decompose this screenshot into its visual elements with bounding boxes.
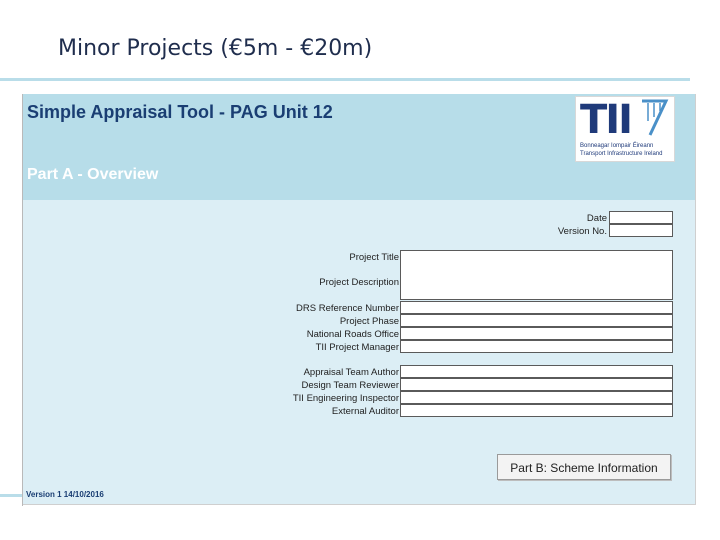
tii-project-manager-label: TII Project Manager	[315, 342, 399, 353]
external-auditor-field[interactable]	[400, 404, 673, 417]
title-divider	[0, 78, 690, 81]
version-no-label: Version No.	[557, 226, 607, 237]
appraisal-sheet	[23, 94, 696, 505]
date-label: Date	[586, 213, 607, 224]
national-roads-office-field[interactable]	[400, 327, 673, 340]
drs-reference-field[interactable]	[400, 301, 673, 314]
date-field[interactable]	[609, 211, 673, 224]
harp-icon	[636, 99, 670, 137]
drs-reference-label: DRS Reference Number	[296, 303, 399, 314]
version-no-field[interactable]	[609, 224, 673, 237]
external-auditor-label: External Auditor	[331, 406, 399, 417]
slide-title: Minor Projects (€5m - €20m)	[58, 36, 373, 61]
appraisal-team-author-label: Appraisal Team Author	[303, 367, 399, 378]
tii-project-manager-field[interactable]	[400, 340, 673, 353]
part-heading: Part A - Overview	[27, 166, 159, 183]
project-description-field[interactable]	[400, 275, 673, 300]
tii-logo	[575, 96, 675, 162]
project-phase-field[interactable]	[400, 314, 673, 327]
logo-irish-name: Bonneagar Iompair Éireann	[580, 143, 654, 149]
logo-english-name: Transport Infrastructure Ireland	[580, 151, 663, 157]
project-title-label: Project Title	[349, 252, 399, 263]
tii-engineering-inspector-field[interactable]	[400, 391, 673, 404]
design-team-reviewer-label: Design Team Reviewer	[301, 380, 399, 391]
project-phase-label: Project Phase	[339, 316, 399, 327]
bottom-accent-line	[0, 494, 22, 497]
version-footer: Version 1 14/10/2016	[26, 490, 104, 499]
logo-letters: TII	[580, 97, 632, 143]
tii-engineering-inspector-label: TII Engineering Inspector	[292, 393, 399, 404]
tool-title: Simple Appraisal Tool - PAG Unit 12	[27, 102, 333, 122]
national-roads-office-label: National Roads Office	[306, 329, 399, 340]
design-team-reviewer-field[interactable]	[400, 378, 673, 391]
appraisal-team-author-field[interactable]	[400, 365, 673, 378]
part-b-scheme-information-button[interactable]: Part B: Scheme Information	[497, 454, 671, 480]
project-description-label: Project Description	[319, 277, 399, 288]
